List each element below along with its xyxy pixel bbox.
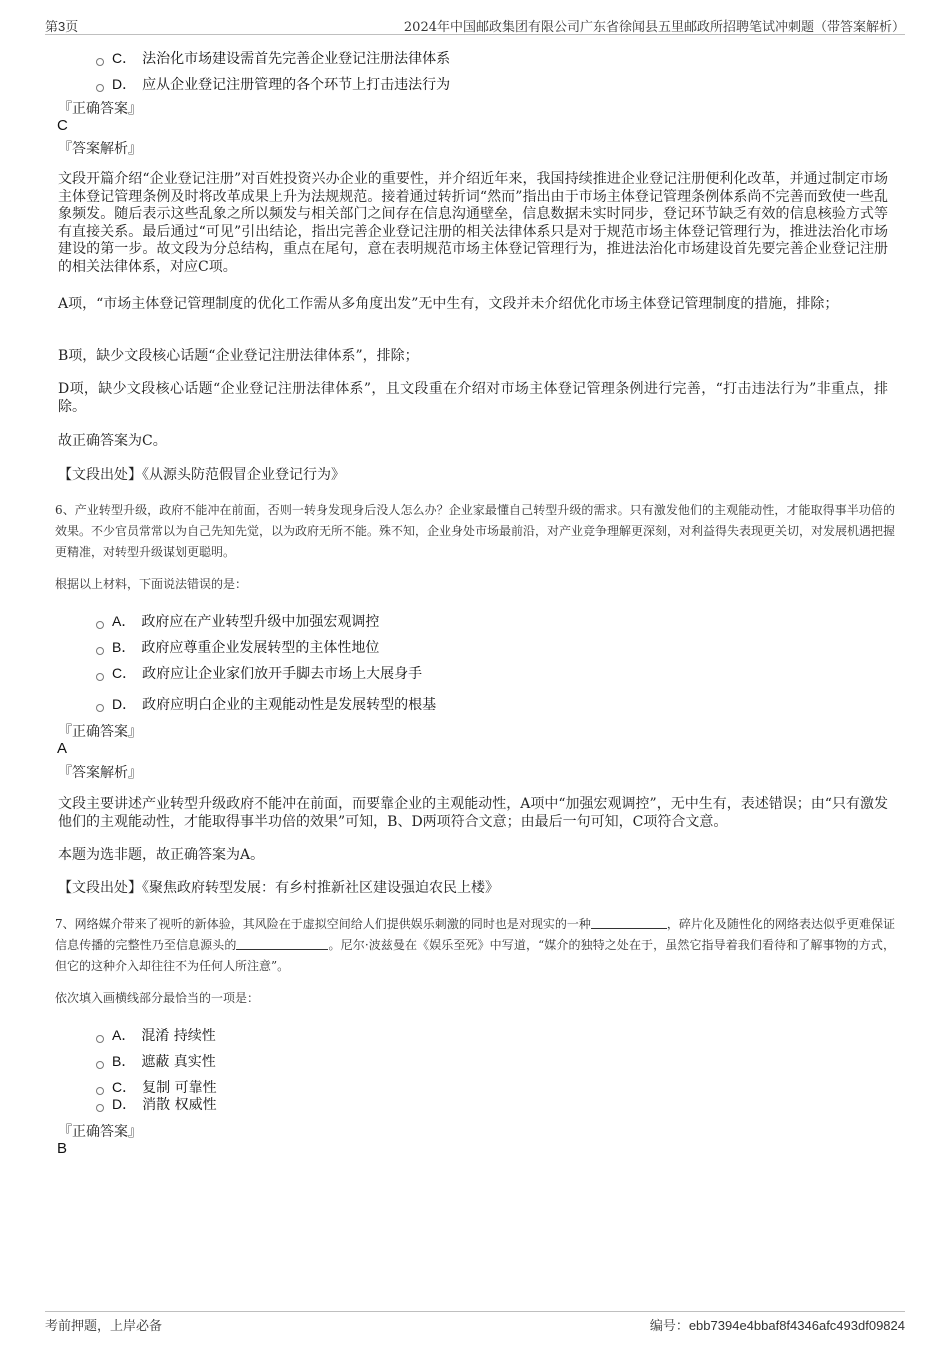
q6-answer: A <box>57 740 68 757</box>
q5-source: 【文段出处】《从源头防范假冒企业登记行为》 <box>58 467 345 483</box>
radio-icon[interactable] <box>96 621 104 629</box>
q6-answer-label: 『正确答案』 <box>58 724 142 740</box>
radio-icon[interactable] <box>96 84 104 92</box>
q5-answer: C <box>57 117 68 134</box>
q6-prompt: 根据以上材料，下面说法错误的是： <box>55 577 248 591</box>
q5-option-d[interactable]: D． 应从企业登记注册管理的各个环节上打击违法行为 <box>96 74 450 94</box>
radio-icon[interactable] <box>96 673 104 681</box>
q6-stem: 6、产业转型升级，政府不能冲在前面，否则一转身发现身后没人怎么办？企业家最懂自己转型升级的需求。只有激发他们的主观能动性，才能取得事半功倍的效果。不少官员常常以为自己先知先觉，以为政府无所不能。殊不知，企业身处市场最前沿，对产业竞争理解更深刻，对利益得失表现更关切，对发展机遇把握更精准，对转型升级谋划更聪明。 <box>55 503 896 559</box>
q7-answer-label: 『正确答案』 <box>58 1124 142 1140</box>
q7-option-b[interactable]: B． 遮蔽 真实性 <box>96 1051 216 1071</box>
radio-icon[interactable] <box>96 1035 104 1043</box>
radio-icon[interactable] <box>96 647 104 655</box>
q7-option-d[interactable]: D． 消散 权威性 <box>96 1094 217 1114</box>
document-code: 编号：ebb7394e4bbaf8f4346afc493df09824 <box>649 1318 905 1333</box>
q7-option-c[interactable]: C． 复制 可靠性 <box>96 1077 217 1097</box>
radio-icon[interactable] <box>96 1061 104 1069</box>
page-number: 第3页 <box>45 19 79 34</box>
q5-analysis-label: 『答案解析』 <box>58 141 142 157</box>
document-title: 2024年中国邮政集团有限公司广东省徐闻县五里邮政所招聘笔试冲刺题（带答案解析） <box>403 20 905 35</box>
q6-option-c[interactable]: C． 政府应让企业家们放开手脚去市场上大展身手 <box>96 663 422 683</box>
q5-analysis-paragraph: B项，缺少文段核心话题“企业登记注册法律体系”，排除； <box>58 348 419 364</box>
q5-analysis-paragraph: A项，“市场主体登记管理制度的优化工作需从多角度出发”无中生有，文段并未介绍优化市场主体登记管理制度的措施，排除； <box>58 296 839 312</box>
q6-option-b[interactable]: B． 政府应尊重企业发展转型的主体性地位 <box>96 637 379 657</box>
radio-icon[interactable] <box>96 58 104 66</box>
page-header <box>45 16 905 35</box>
footer-slogan: 考前押题，上岸必备 <box>45 1319 163 1334</box>
radio-icon[interactable] <box>96 1104 104 1112</box>
q6-source: 【文段出处】《聚焦政府转型发展：有乡村推新社区建设强迫农民上楼》 <box>58 880 499 896</box>
page-footer <box>45 1311 905 1332</box>
q5-analysis-paragraph: 故正确答案为C。 <box>58 433 167 449</box>
q6-option-a[interactable]: A． 政府应在产业转型升级中加强宏观调控 <box>96 611 379 631</box>
radio-icon[interactable] <box>96 704 104 712</box>
q5-answer-label: 『正确答案』 <box>58 101 142 117</box>
q6-analysis-label: 『答案解析』 <box>58 765 142 781</box>
q7-option-a[interactable]: A． 混淆 持续性 <box>96 1025 216 1045</box>
q5-analysis-paragraph: D项，缺少文段核心话题“企业登记注册法律体系”，且文段重在介绍对市场主体登记管理条例进行完善，“打击违法行为”非重点，排除。 <box>58 381 888 415</box>
q5-analysis-paragraph: 文段开篇介绍“企业登记注册”对百姓投资兴办企业的重要性，并介绍近年来，我国持续推进企业登记注册便利化改革，并通过制定市场主体登记管理条例及时将改革成果上升为法规规范。接着通过转折词“然而”指出由于市场主体登记管理条例体系尚不完善而致使一些乱象频发。随后表示这些乱象之所以频发与相关部门之间存在信息沟通壁垒，信息数据未实时同步，登记环节缺乏有效的信息核验方式等有直接关系。最后通过“可见”引出结论，指出完善企业登记注册的相关法律体系只是对于规范市场主体登记管理行为，推进法治化市场建设的第一步。故文段为分总结构，重点在尾句，意在表明规范市场主体登记管理行为，推进法治化市场建设首先要完善企业登记注册的相关法律体系，对应C项。 <box>58 171 888 275</box>
fill-blank-2[interactable] <box>236 937 328 950</box>
q5-option-c[interactable]: C． 法治化市场建设需首先完善企业登记注册法律体系 <box>96 48 450 68</box>
q7-stem: 7、网络媒介带来了视听的新体验，其风险在于虚拟空间给人们提供娱乐刺激的同时也是对现实的一种 ，碎片化及随性化的网络表达似乎更难保证信息传播的完整性乃至信息源头的 。尼尔·波兹曼在《娱乐至死》中写道，“媒介的独特之处在于，虽然它指导着我们看待和了解事物的方式，但它的这种介入却往往不为任何人所注意”。 <box>55 917 895 973</box>
q7-answer: B <box>57 1140 68 1157</box>
fill-blank-1[interactable] <box>591 916 667 929</box>
q6-analysis-paragraph: 本题为选非题，故正确答案为A。 <box>58 847 265 863</box>
q7-prompt: 依次填入画横线部分最恰当的一项是： <box>55 991 260 1005</box>
q6-analysis-paragraph: 文段主要讲述产业转型升级政府不能冲在前面，而要靠企业的主观能动性，A项中“加强宏观调控”，无中生有，表述错误；由“只有激发他们的主观能动性，才能取得事半功倍的效果”可知，B、D两项符合文意；由最后一句可知，C项符合文意。 <box>58 796 888 830</box>
q6-option-d[interactable]: D． 政府应明白企业的主观能动性是发展转型的根基 <box>96 694 436 714</box>
